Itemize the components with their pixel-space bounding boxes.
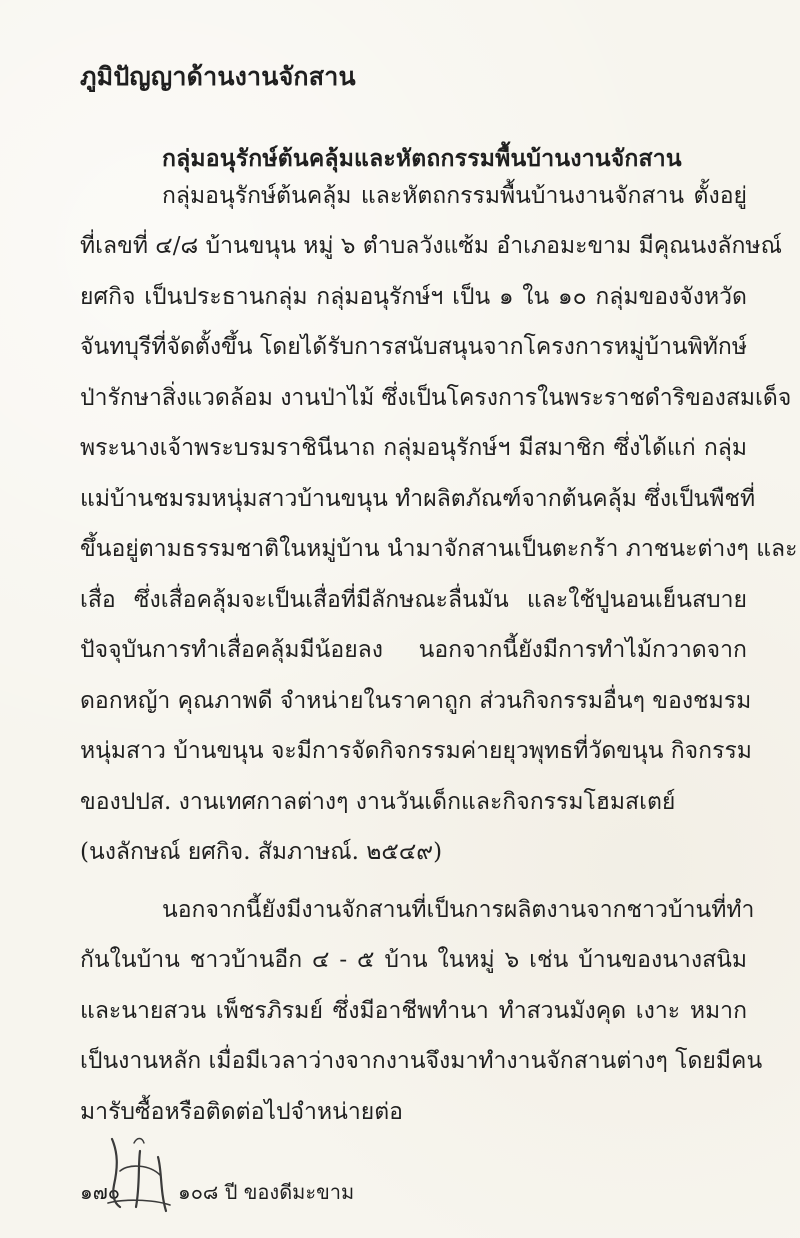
paragraph-line: จันทบุรีที่จัดตั้งขึ้น โดยได้รับการสนับสนุนจากโครงการหมู่บ้านพิทักษ์ <box>80 334 747 360</box>
article-heading: กลุ่มอนุรักษ์ต้นคลุ้มและหัตถกรรมพื้นบ้านงานจักสาน <box>162 145 682 172</box>
paragraph-line: ขึ้นอยู่ตามธรรมชาติในหมู่บ้าน นำมาจักสานเป็นตะกร้า ภาชนะต่างๆ และ <box>80 536 798 562</box>
paragraph-line: กลุ่มอนุรักษ์ต้นคลุ้ม และหัตถกรรมพื้นบ้านงานจักสาน ตั้งอยู่ <box>162 183 747 209</box>
emblem-icon <box>102 1127 174 1215</box>
citation-line: (นงลักษณ์ ยศกิจ. สัมภาษณ์. ๒๕๔๙) <box>80 839 443 865</box>
section-title: ภูมิปัญญาด้านงานจักสาน <box>80 62 356 91</box>
paragraph-line: เสื่อ ซึ่งเสื่อคลุ้มจะเป็นเสื่อที่มีลักษณะลื่นมัน และใช้ปูนอนเย็นสบาย <box>80 587 747 613</box>
paragraph-line: พระนางเจ้าพระบรมราชินีนาถ กลุ่มอนุรักษ์ฯ มีสมาชิก ซึ่งได้แก่ กลุ่ม <box>80 435 747 461</box>
paragraph-line: และนายสวน เพ็ชรภิรมย์ ซึ่งมีอาชีพทำนา ทำสวนมังคุด เงาะ หมาก <box>80 998 747 1024</box>
paragraph-line: ของปปส. งานเทศกาลต่างๆ งานวันเด็กและกิจกรรมโฮมสเตย์ <box>80 789 676 815</box>
paragraph-line: มารับซื้อหรือติดต่อไปจำหน่ายต่อ <box>80 1099 403 1125</box>
page-number: ๑๗๐ <box>80 1180 120 1204</box>
paragraph-line: กันในบ้าน ชาวบ้านอีก ๔ - ๕ บ้าน ในหมู่ ๖ เช่น บ้านของนางสนิม <box>80 947 747 973</box>
paragraph-line: ป่ารักษาสิ่งแวดล้อม งานป่าไม้ ซึ่งเป็นโครงการในพระราชดำริของสมเด็จ <box>80 385 792 411</box>
paragraph-line: แม่บ้านชมรมหนุ่มสาวบ้านขนุน ทำผลิตภัณฑ์จากต้นคลุ้ม ซึ่งเป็นพืชที่ <box>80 486 756 512</box>
paragraph-line: ยศกิจ เป็นประธานกลุ่ม กลุ่มอนุรักษ์ฯ เป็น ๑ ใน ๑๐ กลุ่มของจังหวัด <box>80 284 747 310</box>
paragraph-line: ที่เลขที่ ๔/๘ บ้านขนุน หมู่ ๖ ตำบลวังแซ้ม อำเภอมะขาม มีคุณนงลักษณ์ <box>80 233 782 259</box>
paragraph-line: ปัจจุบันการทำเสื่อคลุ้มมีน้อยลง นอกจากนี้ยังมีการทำไม้กวาดจาก <box>80 637 747 663</box>
footer-caption: ๑๐๘ ปี ของดีมะขาม <box>178 1180 355 1204</box>
paragraph-line: หนุ่มสาว บ้านขนุน จะมีการจัดกิจกรรมค่ายยุวพุทธที่วัดขนุน กิจกรรม <box>80 738 752 764</box>
paragraph-line: ดอกหญ้า คุณภาพดี จำหน่ายในราคาถูก ส่วนกิจกรรมอื่นๆ ของชมรม <box>80 688 752 714</box>
paragraph-line: นอกจากนี้ยังมีงานจักสานที่เป็นการผลิตงานจากชาวบ้านที่ทำ <box>162 897 755 923</box>
paragraph-line: เป็นงานหลัก เมื่อมีเวลาว่างจากงานจึงมาทำงานจักสานต่างๆ โดยมีคน <box>80 1048 763 1074</box>
